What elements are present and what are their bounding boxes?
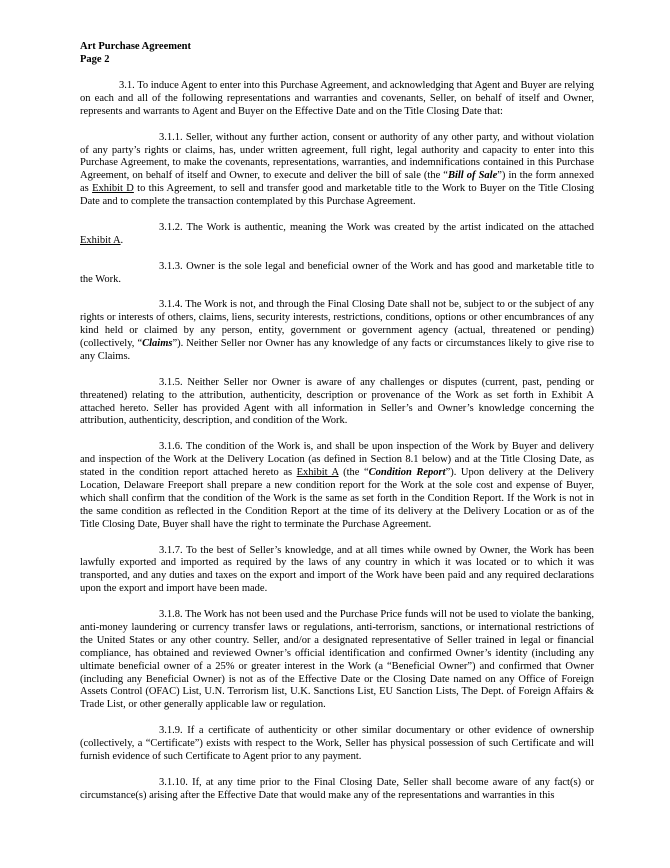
section-3-1-5: 3.1.5. Neither Seller nor Owner is aware of any challenges or disputes (current, past, pending or threatened) relating to the attribution, authenticity, description or provenance of the Work as set forth in Exhibit A attached hereto. Seller has provided Agent with all information in Seller’s and Owner’s knowledge concerning the attribution, authenticity, description, and condition of the Work. — [80, 376, 594, 427]
section-3-1-1-text-b: ”) in the form annexed as — [80, 170, 595, 195]
section-3-1-8: 3.1.8. The Work has not been used and the Purchase Price funds will not be used to violate the banking, anti-money laundering or currency transfer laws or regulations, anti-terrorism, sanctions, or international restrictions of the United States or any other country. Seller, and/or a designated representative of Seller trained in legal or financial compliance, has obtained and reviewed Owner’s official identification and confirmed Owner’s identity (including any ultimate beneficial owner of a 25% or greater interest in the Work (a “Beneficial Owner”) and confirmed that Owner (including any Beneficial Owner) is not as of the Effective Date or the Closing Date named on any Office of Foreign Assets Control (OFAC) List, U.N. Terrorism list, U.K. Sanctions List, EU Sanction Lists, The Dept. of Foreign Affairs & Trade List, or other generally applicable law or regulation. — [80, 609, 594, 711]
section-3-1-1 — [80, 132, 594, 209]
defined-term-bill-of-sale: Bill of Sale — [447, 170, 498, 182]
exhibit-a-reference: Exhibit A — [296, 467, 339, 479]
document-body — [80, 80, 594, 815]
section-3-1-6-text-a: 3.1.6. The condition of the Work is, and shall be upon inspection of the Work by Buyer and delivery and inspection of the Work at the Delivery Location (as defined in Section 8.1 below) and at the Title Closing Date, as stated in the condition report attached hereto as — [80, 441, 594, 479]
section-3-1-4-text-b: ”). Neither Seller nor Owner has any knowledge of any facts or circumstances likely to give rise to any Claims. — [80, 338, 595, 362]
defined-term-claims: Claims — [142, 338, 173, 350]
section-3-1: 3.1. To induce Agent to enter into this Purchase Agreement, and acknowledging that Agent and Buyer are relying on each and all of the following representations and warranties and covenants, Seller, on behalf of itself and Owner, represents and warrants to Agent and Buyer on the Effective Date and on the Title Closing Date that: — [80, 80, 594, 117]
section-3-1-6-text-b: (the “ — [338, 467, 369, 479]
section-3-1-1-text-a: 3.1.1. Seller, without any further action, consent or authority of any other party, and without violation of any party’s rights or claims, has, under written agreement, full right, legal authority and capacity to enter into this Purchase Agreement, to make the covenants, representations, warranties, and indemnifications contained in this Purchase Agreement, on behalf of itself and Owner, to execute and deliver the bill of sale (the “ — [80, 131, 594, 182]
section-3-1-2-text-a: 3.1.2. The Work is authentic, meaning the Work was created by the artist indicated on the attached — [159, 221, 594, 233]
section-3-1-4-text-a: 3.1.4. The Work is not, and through the Final Closing Date shall not be, subject to or the subject of any rights or interests of others, claims, liens, security interests, restrictions, conditions, options or other encumbrances of any kind held or claimed by any person, entity, government or government agency (actual, threatened or pending) (collectively, “ — [80, 299, 594, 350]
section-3-1-3: 3.1.3. Owner is the sole legal and beneficial owner of the Work and has good and marketable title to the Work. — [80, 260, 594, 285]
exhibit-a-reference: Exhibit A — [80, 234, 121, 246]
section-3-1-4 — [80, 299, 594, 364]
page-number: Page 2 — [80, 53, 110, 65]
section-3-1-1-text-c: to this Agreement, to sell and transfer good and marketable title to the Work to Buyer on the Title Closing Date and to complete the transaction contemplated by this Purchase Agreement. — [80, 183, 595, 208]
section-3-1-2 — [80, 222, 594, 248]
exhibit-d-reference: Exhibit D — [92, 183, 134, 195]
section-3-1-6-text-c: ”). Upon delivery at the Delivery Location, Delaware Freeport shall prepare a new condition report for the Work at the sole cost and expense of Buyer, which shall confirm that the condition of the Work is the same as set forth in the Condition Report. If the Work is not in the same condition as reflected in the Condition Report at the time of its delivery at the Delivery Location or as of the Title Closing Date, Buyer shall have the right to terminate the Purchase Agreement. — [80, 467, 594, 530]
section-3-1-6 — [80, 441, 594, 531]
document-title: Art Purchase Agreement — [80, 41, 191, 52]
section-3-1-10: 3.1.10. If, at any time prior to the Final Closing Date, Seller shall become aware of any fact(s) or circumstance(s) arising after the Effective Date that would make any of the representations and warranties in this — [80, 776, 594, 801]
defined-term-condition-report: Condition Report — [368, 467, 446, 479]
page-header — [80, 41, 191, 66]
section-3-1-9: 3.1.9. If a certificate of authenticity or other similar documentary or other evidence of ownership (collectively, a “Certificate”) exists with respect to the Work, Seller has physical possession of such Certificate and will furnish evidence of such Certificate to Agent prior to any payment. — [80, 725, 594, 762]
section-3-1-2-text-b: . — [120, 234, 124, 246]
section-3-1-7: 3.1.7. To the best of Seller’s knowledge, and at all times while owned by Owner, the Work has been lawfully exported and imported as required by the laws of any country in which it was located or to which it was transported, and any duties and taxes on the export and import of the Work have been paid and any required declarations upon the export and import have been made. — [80, 544, 594, 595]
